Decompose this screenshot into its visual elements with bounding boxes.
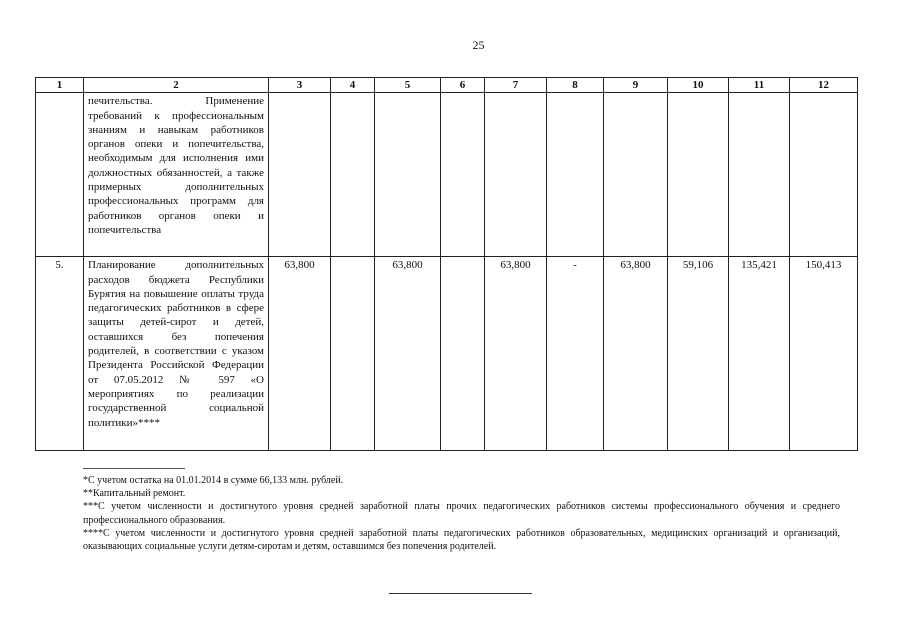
column-header: 4 bbox=[331, 78, 375, 93]
table-cell bbox=[729, 93, 790, 257]
column-header: 6 bbox=[441, 78, 485, 93]
row-number bbox=[36, 93, 84, 257]
footnote: ***С учетом численности и достигнутого уровня средней заработной платы прочих педагогических работников системы профессионального обучения и среднего профессионального образования. bbox=[83, 501, 840, 526]
column-header: 1 bbox=[36, 78, 84, 93]
column-header: 11 bbox=[729, 78, 790, 93]
column-header: 7 bbox=[485, 78, 547, 93]
table-cell: - bbox=[547, 257, 604, 451]
table-cell bbox=[668, 93, 729, 257]
row-description: Планирование дополнительных расходов бюджета Республики Бурятия на повышение оплаты труда педагогических работников в сфере защиты детей-сирот и детей, оставшихся без попечения родителей, в соответствии с указом Президента Российской Федерации от 07.05.2012 № 597 «О мероприятиях по реализации государственной социальной политики»**** bbox=[84, 257, 269, 451]
table-cell bbox=[441, 257, 485, 451]
table-cell bbox=[331, 93, 375, 257]
column-header: 9 bbox=[604, 78, 668, 93]
table-cell: 63,800 bbox=[485, 257, 547, 451]
column-header: 2 bbox=[84, 78, 269, 93]
footnote: ****С учетом численности и достигнутого уровня средней заработной платы педагогических работников образовательных, медицинских организаций и организаций, оказывающих социальные услуги детям-сиротам и детям, оставшимся без попечения родителей. bbox=[83, 527, 840, 553]
table-cell bbox=[269, 93, 331, 257]
table-cell: 150,413 bbox=[790, 257, 858, 451]
row-description: печительства. Применение требований к профессиональным знаниям и навыкам работников органов опеки и попечительства, необходимым для исполнения ими должностных обязанностей, а также примерных дополнительных профессиональных программ для работников органов опеки и попечительства bbox=[84, 93, 269, 257]
budget-table bbox=[35, 77, 858, 451]
table-cell: 135,421 bbox=[729, 257, 790, 451]
row-number: 5. bbox=[36, 257, 84, 451]
table-cell bbox=[790, 93, 858, 257]
table-cell bbox=[547, 93, 604, 257]
footnotes bbox=[83, 474, 840, 553]
page-number: 25 bbox=[472, 38, 485, 52]
table-cell: 63,800 bbox=[375, 257, 441, 451]
table-row bbox=[36, 257, 858, 451]
table-cell: 59,106 bbox=[668, 257, 729, 451]
table-cell bbox=[441, 93, 485, 257]
table-cell: 63,800 bbox=[604, 257, 668, 451]
column-header: 10 bbox=[668, 78, 729, 93]
footnote-separator bbox=[83, 468, 185, 469]
end-separator bbox=[389, 593, 532, 594]
table-row bbox=[36, 93, 858, 257]
table-cell bbox=[331, 257, 375, 451]
table-cell: 63,800 bbox=[269, 257, 331, 451]
table-cell bbox=[604, 93, 668, 257]
table-cell bbox=[485, 93, 547, 257]
column-header: 12 bbox=[790, 78, 858, 93]
table-header-row bbox=[36, 78, 858, 93]
footnote: *С учетом остатка на 01.01.2014 в сумме 66,133 млн. рублей. bbox=[83, 475, 344, 486]
column-header: 3 bbox=[269, 78, 331, 93]
table-cell bbox=[375, 93, 441, 257]
column-header: 8 bbox=[547, 78, 604, 93]
footnote: **Капитальный ремонт. bbox=[83, 488, 186, 500]
column-header: 5 bbox=[375, 78, 441, 93]
